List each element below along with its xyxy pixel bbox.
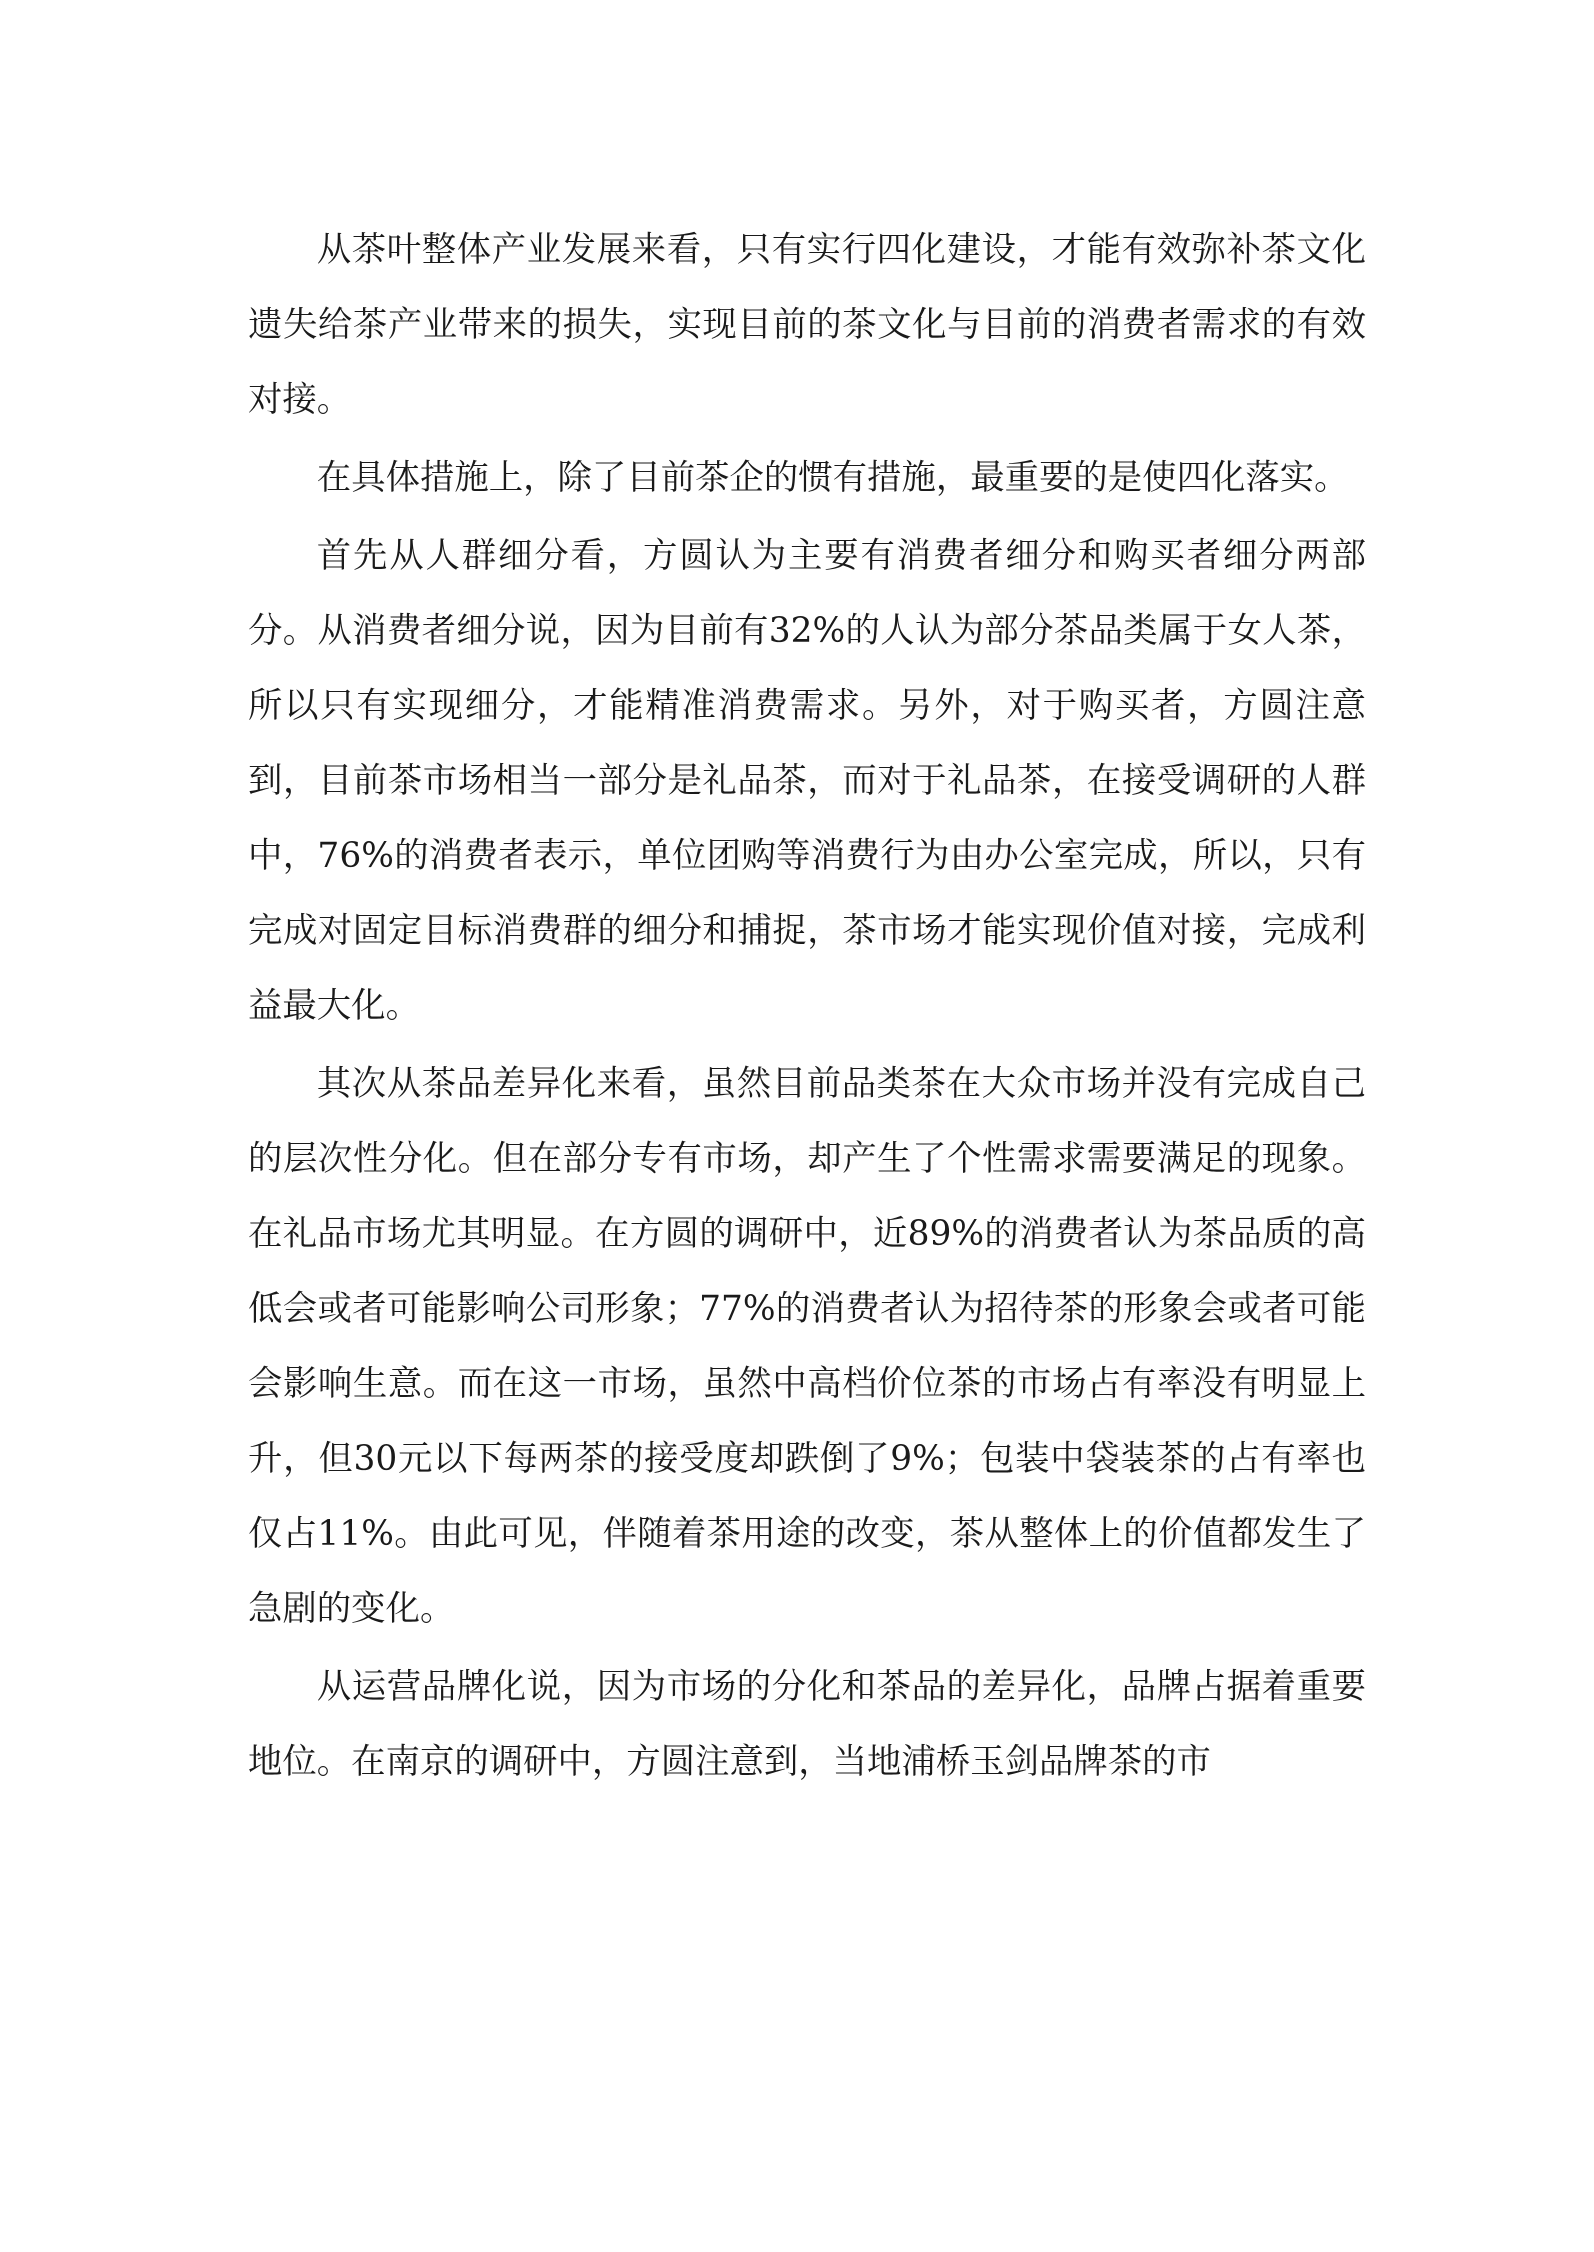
paragraph-industry-overview: 从茶叶整体产业发展来看，只有实行四化建设，才能有效弥补茶文化遗失给茶产业带来的损失，实现目前的茶文化与目前的消费者需求的有效对接。 [248, 230, 1366, 420]
paragraph-specific-measures: 在具体措施上，除了目前茶企的惯有措施，最重要的是使四化落实。 [316, 458, 1349, 498]
paragraph-brand-operation: 从运营品牌化说，因为市场的分化和茶品的差异化，品牌占据着重要地位。在南京的调研中，方圆注意到，当地浦桥玉剑品牌茶的市 [248, 1667, 1366, 1782]
paragraph-product-differentiation: 其次从茶品差异化来看，虽然目前品类茶在大众市场并没有完成自己的层次性分化。但在部分专有市场，却产生了个性需求需要满足的现象。在礼品市场尤其明显。在方圆的调研中，近89%的消费者认为茶品质的高低会或者可能影响公司形象；77%的消费者认为招待茶的形象会或者可能会影响生意。而在这一市场，虽然中高档价位茶的市场占有率没有明显上升，但30元以下每两茶的接受度却跌倒了9%；包装中袋装茶的占有率也仅占11%。由此可见，伴随着茶用途的改变，茶从整体上的价值都发生了急剧的变化。 [248, 1064, 1366, 1629]
document-body [248, 213, 1366, 1800]
paragraph-crowd-segmentation: 首先从人群细分看，方圆认为主要有消费者细分和购买者细分两部分。从消费者细分说，因为目前有32%的人认为部分茶品类属于女人茶，所以只有实现细分，才能精准消费需求。另外，对于购买者，方圆注意到，目前茶市场相当一部分是礼品茶，而对于礼品茶，在接受调研的人群中，76%的消费者表示，单位团购等消费行为由办公室完成，所以，只有完成对固定目标消费群的细分和捕捉，茶市场才能实现价值对接，完成利益最大化。 [248, 536, 1366, 1026]
